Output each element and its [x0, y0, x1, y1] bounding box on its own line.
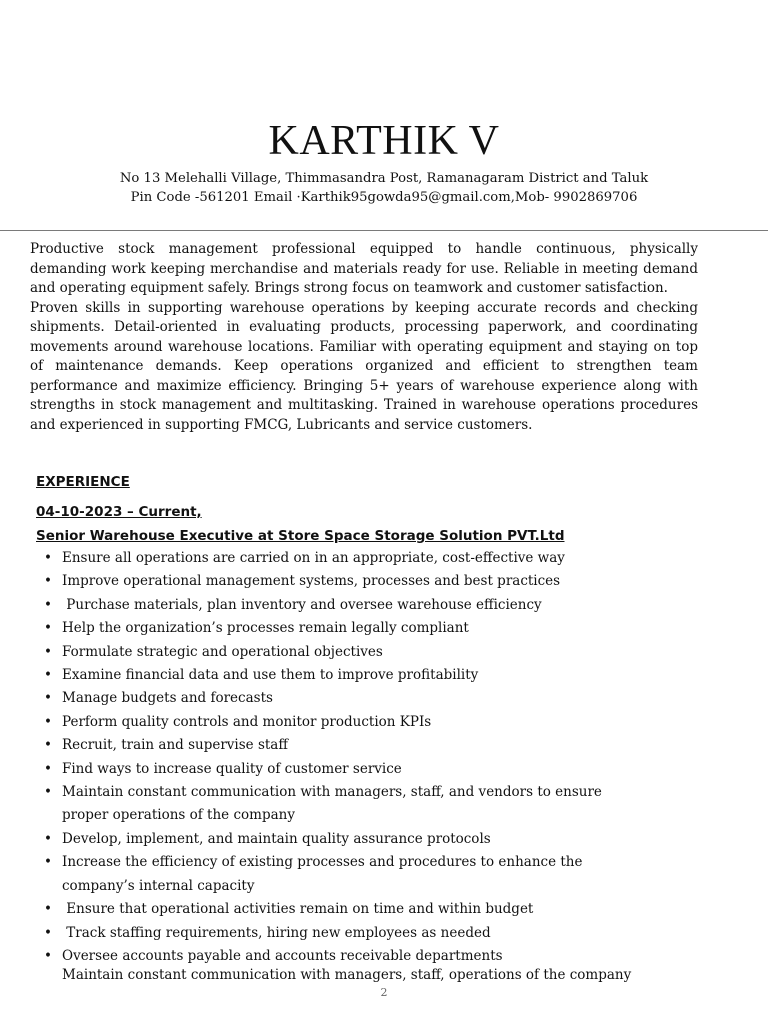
bullet-icon: •: [44, 713, 52, 730]
list-item-text: Ensure all operations are carried on in an appropriate, cost-effective way: [62, 550, 565, 566]
list-item: [36, 758, 736, 781]
header-divider: [0, 230, 768, 231]
experience-heading: EXPERIENCE: [36, 474, 130, 490]
bullet-icon: •: [44, 760, 52, 777]
list-item-text: Help the organization’s processes remain legally compliant: [62, 620, 469, 637]
list-item: [36, 734, 736, 757]
list-item-text: Maintain constant communication with managers, staff, and vendors to ensure proper operations of the company: [62, 784, 602, 824]
list-item-text: Ensure that operational activities remain on time and within budget: [62, 901, 534, 918]
list-item: [36, 547, 736, 570]
bullet-icon: •: [44, 667, 52, 684]
list-item: [36, 711, 736, 734]
contact-line: Pin Code -561201 Email ·Karthik95gowda95@gmail.com,Mob- 9902869706: [130, 190, 638, 205]
bullet-icon: •: [44, 573, 52, 590]
bullet-icon: •: [44, 690, 52, 707]
list-item: [36, 664, 736, 687]
resume-header: [0, 118, 768, 207]
list-item-text: Improve operational management systems, processes and best practices: [62, 573, 561, 590]
bullet-icon: •: [44, 947, 52, 964]
list-item-text: Formulate strategic and operational objectives: [62, 643, 383, 660]
bullet-icon: •: [44, 737, 52, 754]
bullet-icon: •: [44, 854, 52, 871]
bullet-icon: •: [44, 924, 52, 941]
job-date-range: 04-10-2023 – Current,: [36, 504, 202, 520]
list-item: [36, 570, 736, 593]
bullet-icon: •: [44, 550, 52, 566]
bullet-icon: •: [44, 830, 52, 847]
job-title: Senior Warehouse Executive at Store Space Storage Solution PVT.Ltd: [36, 528, 565, 544]
bullet-icon: •: [44, 784, 52, 801]
candidate-name: KARTHIK V: [268, 118, 500, 164]
address-line: No 13 Melehalli Village, Thimmasandra Post, Ramanagaram District and Taluk: [119, 171, 649, 186]
list-item-text: Track staffing requirements, hiring new employees as needed: [62, 924, 491, 941]
list-item: [36, 828, 736, 851]
list-item: [36, 898, 736, 921]
list-item-text: Purchase materials, plan inventory and oversee warehouse efficiency: [62, 596, 542, 613]
list-item-text: Find ways to increase quality of customer service: [62, 760, 402, 777]
list-item-text: Perform quality controls and monitor production KPIs: [62, 713, 432, 730]
list-item-text: Manage budgets and forecasts: [62, 690, 273, 707]
list-item: [36, 922, 736, 945]
list-item-text: Increase the efficiency of existing processes and procedures to enhance the company’s internal capacity: [62, 854, 583, 894]
responsibilities-list: [36, 547, 736, 968]
page-number: 2: [380, 986, 388, 999]
list-item: [36, 781, 736, 828]
summary-paragraph: Proven skills in supporting warehouse operations by keeping accurate records and checking shipments. Detail-oriented in evaluating products, processing paperwork, and coordinating movements around warehouse locations. Familiar with operating equipment and staying on top of maintenance demands. Keep operations organized and efficient to strengthen team performance and maximize efficiency. Bringing 5+ years of warehouse experience along with strengths in stock management and multitasking. Trained in warehouse operations procedures and experienced in supporting FMCG, Lubricants and service customers.: [30, 299, 698, 433]
list-item-text: Recruit, train and supervise staff: [62, 737, 288, 754]
list-item: [36, 851, 736, 898]
bullet-icon: •: [44, 596, 52, 613]
bullet-icon: •: [44, 620, 52, 637]
trailing-line: Maintain constant communication with managers, staff, operations of the company: [62, 967, 632, 983]
summary-paragraph: Productive stock management professional equipped to handle continuous, physically demanding work keeping merchandise and materials ready for use. Reliable in meeting demand and operating equipment safely. Brings strong focus on teamwork and customer satisfaction.: [30, 241, 698, 296]
list-item: [36, 641, 736, 664]
list-item: [36, 687, 736, 710]
professional-summary: [30, 240, 698, 435]
list-item: [36, 594, 736, 617]
bullet-icon: •: [44, 901, 52, 918]
bullet-icon: •: [44, 643, 52, 660]
list-item-text: Examine financial data and use them to improve profitability: [62, 667, 479, 684]
list-item: [36, 617, 736, 640]
list-item-text: Oversee accounts payable and accounts receivable departments: [62, 947, 503, 964]
list-item-text: Develop, implement, and maintain quality assurance protocols: [62, 830, 491, 847]
